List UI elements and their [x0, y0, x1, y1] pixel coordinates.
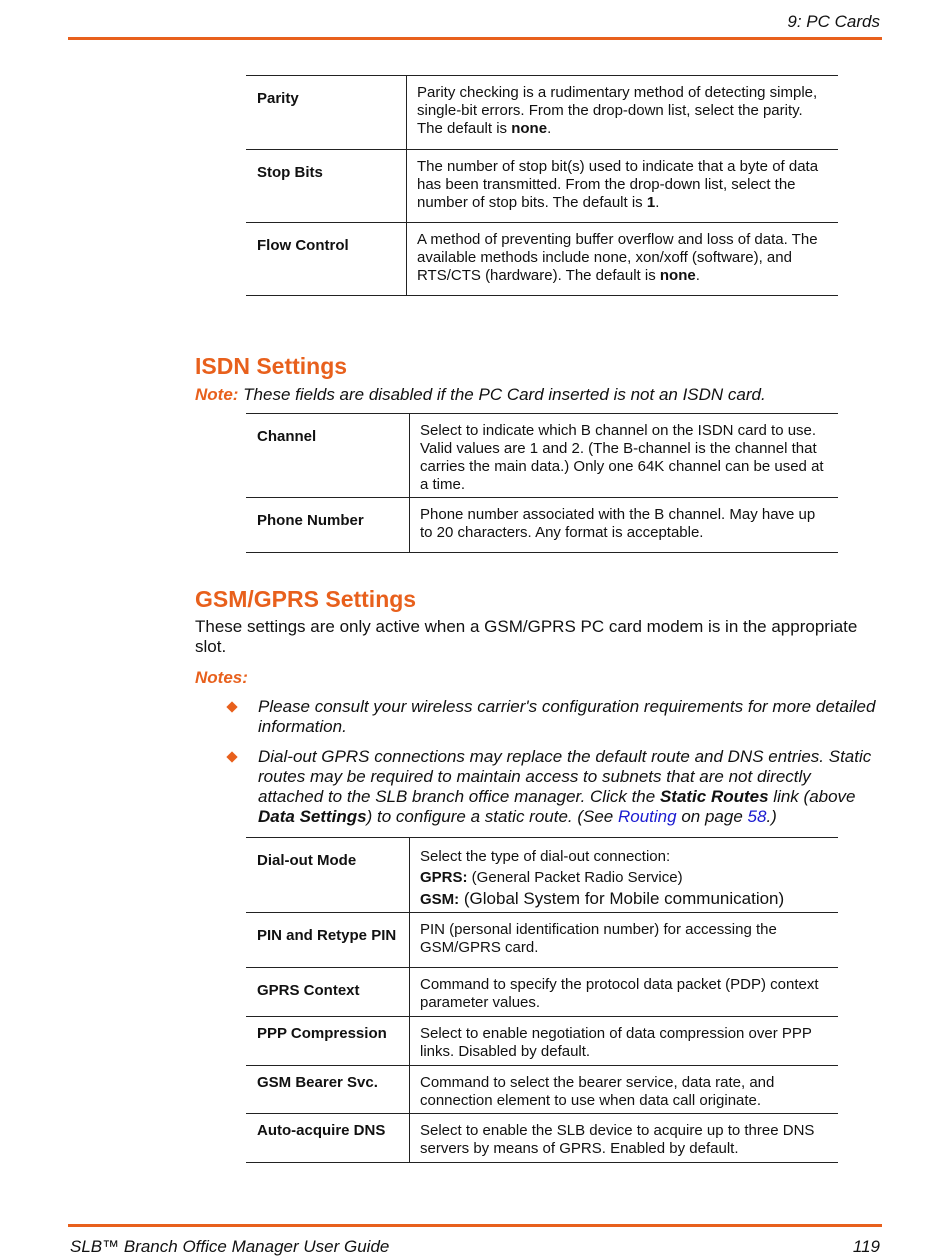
table-row — [246, 1066, 838, 1114]
serial-settings-table — [246, 75, 838, 296]
guide-title: SLB™ Branch Office Manager User Guide — [70, 1237, 390, 1256]
table-row — [246, 150, 838, 223]
desc-cell: Phone number associated with the B channel. May have up to 20 characters. Any format is acceptable. — [420, 506, 816, 541]
term-cell: GPRS Context — [246, 968, 410, 1017]
table-row — [246, 498, 838, 553]
table-row — [246, 913, 838, 968]
gsm-intro: These settings are only active when a GSM/GPRS PC card modem is in the appropriate slot. — [195, 617, 858, 656]
notes-label: Notes: — [195, 668, 248, 687]
note-label: Note: — [195, 385, 239, 404]
desc-cell: Command to specify the protocol data packet (PDP) context parameter values. — [420, 976, 819, 1011]
term-cell: PPP Compression — [246, 1017, 410, 1066]
term-cell: Flow Control — [246, 223, 407, 296]
diamond-bullet-icon — [226, 751, 237, 762]
term-cell: Stop Bits — [246, 150, 407, 223]
table-row — [246, 1017, 838, 1066]
isdn-note: Note: These fields are disabled if the PC Card inserted is not an ISDN card. — [195, 385, 766, 404]
gsm-table — [246, 837, 838, 1163]
term-cell: Auto-acquire DNS — [246, 1114, 410, 1163]
gsm-heading: GSM/GPRS Settings — [195, 586, 417, 612]
diamond-bullet-icon — [226, 701, 237, 712]
term-cell: Parity — [246, 76, 407, 150]
note-bullet-1: Please consult your wireless carrier's configuration requirements for more detailed information. — [258, 697, 876, 736]
term-cell: PIN and Retype PIN — [246, 913, 410, 968]
desc-cell: Parity checking is a rudimentary method of detecting simple, single-bit errors. From the drop-down list, select the parity. The default is none. — [417, 84, 818, 137]
isdn-table — [246, 413, 838, 553]
desc-cell: Select to enable negotiation of data compression over PPP links. Disabled by default. — [420, 1025, 812, 1060]
desc-cell: Command to select the bearer service, data rate, and connection element to use when data call originate. — [420, 1074, 775, 1109]
page-number: 119 — [852, 1237, 880, 1256]
table-row — [246, 838, 838, 913]
desc-cell: Select to indicate which B channel on the ISDN card to use. Valid values are 1 and 2. (The B-channel is the channel that carries the main data.) Only one 64K channel can be used at a time. — [420, 422, 824, 493]
page-58-link[interactable]: 58 — [747, 807, 767, 826]
desc-cell: Select the type of dial-out connection: GPRS: (General Packet Radio Service) GSM: (Global System for Mobile communication) — [420, 848, 785, 908]
term-cell: GSM Bearer Svc. — [246, 1066, 410, 1114]
desc-cell: Select to enable the SLB device to acquire up to three DNS servers by means of GPRS. Enabled by default. — [420, 1122, 815, 1157]
data-settings-ref: Data Settings — [258, 807, 367, 826]
footer-rule — [68, 1224, 882, 1227]
desc-cell: PIN (personal identification number) for accessing the GSM/GPRS card. — [420, 921, 777, 956]
term-cell: Dial-out Mode — [246, 838, 410, 913]
chapter-title: 9: PC Cards — [787, 12, 880, 31]
term-cell: Phone Number — [246, 498, 410, 553]
desc-cell: A method of preventing buffer overflow and loss of data. The available methods include none, xon/xoff (software), and RTS/CTS (hardware). The default is none. — [417, 231, 818, 284]
isdn-heading: ISDN Settings — [195, 353, 348, 379]
table-row — [246, 1114, 838, 1163]
note-bullet-2: Dial-out GPRS connections may replace the default route and DNS entries. Static routes may be required to maintain access to subnets that are not directly attached to the SLB branch office manager. Click the Static Routes link (above Data Settings) to configure a static route. (See Routing on page 58.) — [258, 747, 872, 826]
desc-cell: The number of stop bit(s) used to indicate that a byte of data has been transmitted. From the drop-down list, select the number of stop bits. The default is 1. — [417, 158, 819, 211]
routing-link[interactable]: Routing — [618, 807, 677, 826]
header-rule — [68, 37, 882, 40]
table-row — [246, 76, 838, 150]
table-row — [246, 414, 838, 498]
term-cell: Channel — [246, 414, 410, 498]
table-row — [246, 968, 838, 1017]
table-row — [246, 223, 838, 296]
static-routes-ref: Static Routes — [659, 787, 769, 806]
